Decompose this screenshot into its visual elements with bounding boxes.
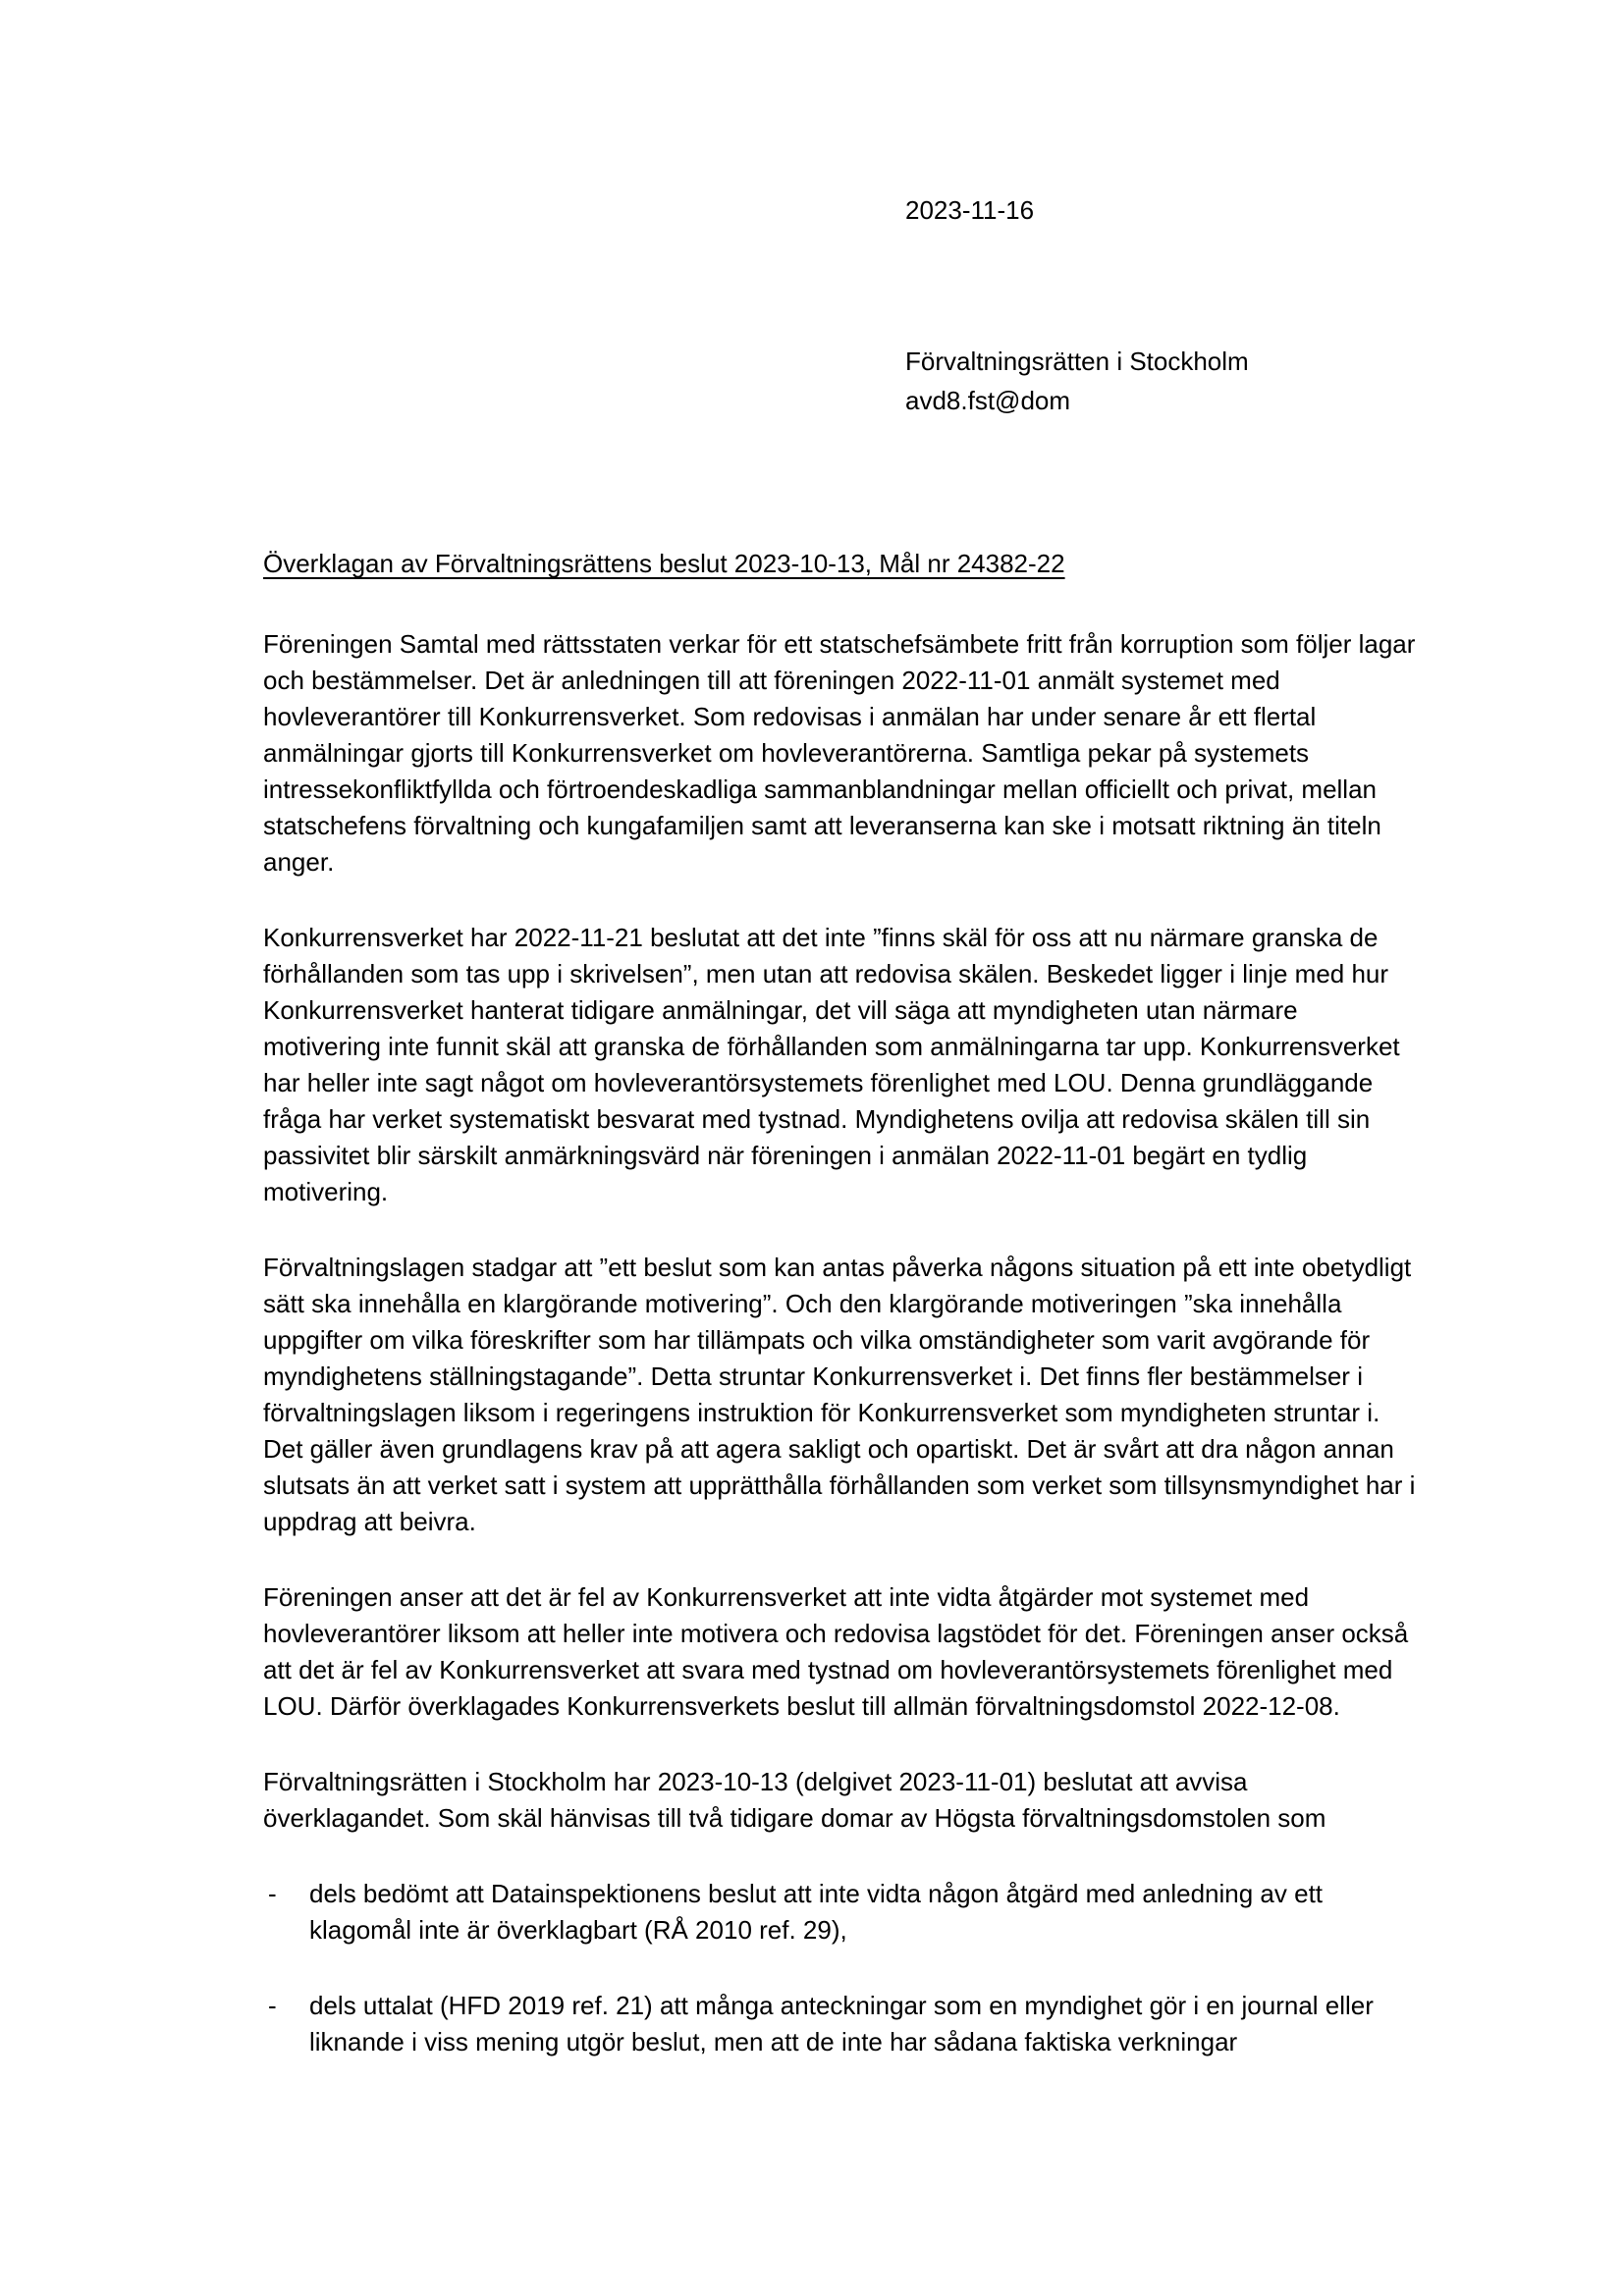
body-paragraph-5: Förvaltningsrätten i Stockholm har 2023-10-13 (delgivet 2023-11-01) beslutat att avvisa överklagandet. Som skäl hänvisas till två tidigare domar av Högsta förvaltningsdomstolen som [263, 1767, 1326, 1833]
list-item [263, 1876, 1422, 1949]
document-date: 2023-11-16 [905, 195, 1035, 225]
document-body [263, 546, 1422, 2100]
recipient-block [905, 342, 1249, 420]
list-item-text: dels uttalat (HFD 2019 ref. 21) att många anteckningar som en myndighet gör i en journal eller liknande i viss mening utgör beslut, men att de inte har sådana faktiska verkningar [309, 1991, 1374, 2056]
dash-list [263, 1876, 1422, 2060]
recipient-name: Förvaltningsrätten i Stockholm [905, 347, 1249, 376]
body-paragraph-4: Föreningen anser att det är fel av Konkurrensverket att inte vidta åtgärder mot systemet med hovleverantörer liksom att heller inte motivera och redovisa lagstödet för det. Föreningen anser också att det är fel av Konkurrensverket att svara med tystnad om hovleverantörsystemets förenlighet med LOU. Därför överklagades Konkurrensverkets beslut till allmän förvaltningsdomstol 2022-12-08. [263, 1582, 1409, 1721]
body-paragraph-1: Föreningen Samtal med rättsstaten verkar för ett statschefsämbete fritt från korruption som följer lagar och bestämmelser. Det är anledningen till att föreningen 2022-11-01 anmält systemet med hovleverantörer till Konkurrensverket. Som redovisas i anmälan har under senare år ett flertal anmälningar gjorts till Konkurrensverket om hovleverantörerna. Samtliga pekar på systemets intressekonfliktfyllda och förtroendeskadliga sammanblandningar mellan officiellt och privat, mellan statschefens förvaltning och kungafamiljen samt att leveranserna kan ske i motsatt riktning än titeln anger. [263, 629, 1416, 877]
list-item-marker: - [268, 1991, 277, 2020]
list-item-marker: - [268, 1879, 277, 1908]
body-paragraph-2: Konkurrensverket har 2022-11-21 beslutat att det inte ”finns skäl för oss att nu närmare granska de förhållanden som tas upp i skrivelsen”, men utan att redovisa skälen. Beskedet ligger i linje med hur Konkurrensverket hanterat tidigare anmälningar, det vill säga att myndigheten utan närmare motivering inte funnit skäl att granska de förhållanden som anmälningarna tar upp. Konkurrensverket har heller inte sagt något om hovleverantörsystemets förenlighet med LOU. Denna grundläggande fråga har verket systematiskt besvarat med tystnad. Myndighetens ovilja att redovisa skälen till sin passivitet blir särskilt anmärkningsvärd när föreningen i anmälan 2022-11-01 begärt en tydlig motivering. [263, 923, 1400, 1206]
list-item [263, 1988, 1422, 2060]
body-paragraph-3: Förvaltningslagen stadgar att ”ett beslut som kan antas påverka någons situation på ett inte obetydligt sätt ska innehålla en klargörande motivering”. Och den klargörande motiveringen ”ska innehålla uppgifter om vilka föreskrifter som har tillämpats och vilka omständigheter som varit avgörande för myndighetens ställningstagande”. Detta struntar Konkurrensverket i. Det finns fler bestämmelser i förvaltningslagen liksom i regeringens instruktion för Konkurrensverket som myndigheten struntar i. Det gäller även grundlagens krav på att agera sakligt och opartiskt. Det är svårt att dra någon annan slutsats än att verket satt i system att upprätthålla förhållanden som verket som tillsynsmyndighet har i uppdrag att beivra. [263, 1253, 1416, 1536]
list-item-text: dels bedömt att Datainspektionens beslut att inte vidta någon åtgärd med anledning av ett klagomål inte är överklagbart (RÅ 2010 ref. 29), [309, 1879, 1324, 1945]
recipient-email: avd8.fst@dom [905, 386, 1071, 415]
document-title: Överklagan av Förvaltningsrättens beslut 2023-10-13, Mål nr 24382-22 [263, 549, 1065, 578]
